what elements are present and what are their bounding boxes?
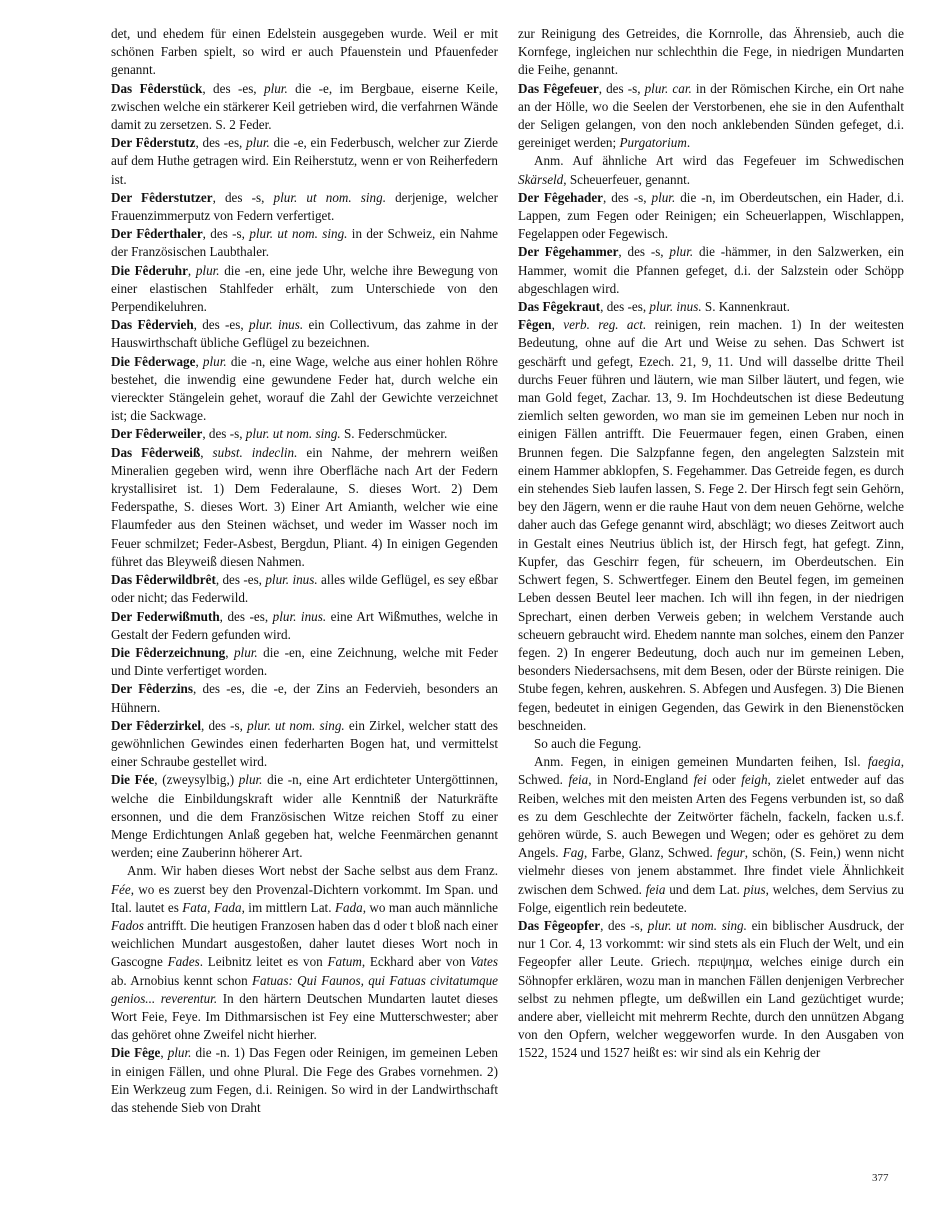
- italic-text: Fatuas: Qui Faunos, qui Fatuas civitatumque genios... reverentur.: [111, 972, 499, 1006]
- entry-text: Anm. Wir haben dieses Wort nebst der Sache selbst aus dem Franz.: [127, 863, 498, 879]
- italic-text: Fée: [111, 881, 131, 897]
- italic-text: plur. inus.: [248, 317, 304, 333]
- entry-text: derjenige, welcher Frauenzimmerputz von Federn verfertiget.: [111, 189, 498, 224]
- entry-text: Anm. Fegen, in einigen gemeinen Mundarten feihen, Isl.: [534, 754, 868, 770]
- italic-text: feia: [645, 881, 666, 897]
- headword: Der Fêgehader: [518, 189, 604, 205]
- italic-text: Skärseld: [518, 171, 564, 187]
- italic-text: plur. inus.: [272, 608, 327, 624]
- entry-text: . Leibnitz leitet es von: [199, 954, 328, 970]
- headword: Das Fêderwildbrêt: [111, 572, 216, 588]
- entry-text: zur Reinigung des Getreides, die Kornrolle, das Ährensieb, auch die Kornfege, ingleichen nur schlechthin die Fege, in niedrigen Mundarten die Feihe, genannt.: [518, 26, 904, 78]
- entry-text: in der Römischen Kirche, ein Ort nahe an der Hölle, wo die Seelen der Verstorbenen, ehe sie in den Aufenthalt der Seligen gelangen, von den noch anklebenden Sünden gefeget, d.i. gereiniget werden;: [518, 80, 904, 151]
- entry-text: oder: [706, 772, 742, 788]
- italic-text: plur. car.: [644, 80, 692, 96]
- entry-text: , schön, (S. Fein,) wenn nicht vielmehr dieses von jenem abstammet. Ihre findet viele Ähnlichkeit zwischen dem Schwed.: [518, 845, 904, 897]
- dictionary-entry: [518, 735, 904, 753]
- entry-text: , Scheuerfeuer, genannt.: [563, 171, 691, 187]
- headword: Der Fêderzirkel: [111, 717, 202, 733]
- italic-text: fei: [693, 772, 707, 788]
- entry-text: , (zweysylbig,): [154, 772, 239, 788]
- dictionary-entry: [111, 1044, 498, 1117]
- entry-text: , des -s,: [598, 80, 645, 96]
- italic-text: plur.: [202, 353, 227, 369]
- entry-text: det, und ehedem für einen Edelstein ausgegeben wurde. Weil er mit schönen Farben spielt, so wird er auch Pfauenstein und Pfauenfeder genannt.: [111, 26, 498, 78]
- entry-text: ein biblischer Ausdruck, der nur 1 Cor. 4, 13 vorkommt: wir sind stets als ein Fluch der Welt, und ein Fegeopfer aller Leute. Griech. περιψημα, welches einige durch ein Söhnopfer erklären, wozu man in manchen Fällen denjenigen Verbrecher selbst zu nehmen pflegte, um deßwillen ein Land gezüchtiget wurde; andere aber, vielleicht mit mehrerm Rechte, durch den unnützen Abgang von den Opfern, welcher weggeworfen wurde. In den Ausgaben von 1522, 1524 und 1527 heißt es: wir sind als ein Kehrig der: [518, 917, 905, 1061]
- entry-text: und dem Lat.: [665, 881, 744, 897]
- entry-text: , in Nord-England: [588, 772, 694, 788]
- italic-text: plur. inus.: [649, 299, 702, 315]
- italic-text: plur.: [238, 772, 263, 788]
- entry-text: , des -s,: [212, 189, 274, 205]
- entry-text: die -en, eine jede Uhr, welche ihre Bewegung von einer elastischen Stahlfeder erhält, zum Unterschiede von den Perpendikeluhren.: [111, 262, 498, 315]
- italic-text: plur.: [233, 644, 258, 660]
- entry-text: , des -es,: [600, 299, 650, 315]
- italic-text: plur. inus.: [265, 572, 318, 588]
- entry-text: , welches, dem Servius zu Folge, eigentlich rein bedeutete.: [518, 881, 904, 915]
- italic-text: faegia: [867, 754, 901, 770]
- entry-text: , des -s,: [603, 189, 652, 205]
- page-number: 377: [872, 1172, 889, 1184]
- entry-text: , des -es, die -e, der Zins an Federvieh, besonders an Hühnern.: [111, 681, 498, 715]
- entry-text: die -en, eine Zeichnung, welche mit Feder und Dinte verfertiget worden.: [111, 644, 498, 679]
- italic-text: Purgatorium: [619, 135, 687, 151]
- dictionary-entry: [111, 771, 498, 862]
- entry-text: ,: [225, 644, 234, 660]
- entry-text: alles wilde Geflügel, es sey eßbar oder nicht; das Federwild.: [111, 572, 499, 606]
- entry-text: ,: [195, 353, 203, 369]
- entry-text: , des -es,: [195, 135, 247, 151]
- entry-text: , des -s,: [201, 717, 248, 733]
- italic-text: Fades: [167, 954, 200, 970]
- italic-text: plur. ut nom. sing.: [245, 426, 341, 442]
- entry-text: S. Kannenkraut.: [701, 299, 790, 315]
- italic-text: pius: [743, 881, 766, 897]
- headword: Die Fêge: [111, 1045, 161, 1061]
- italic-text: plur.: [669, 244, 694, 260]
- entry-text: , Eckhard aber von: [361, 954, 471, 970]
- entry-text: , des -es,: [215, 572, 266, 588]
- italic-text: feia: [568, 772, 589, 788]
- dictionary-entry: [111, 717, 498, 772]
- entry-text: die -e, im Bergbaue, eiserne Keile, zwischen welche ein stärkerer Keil getrieben wird, die verfahrnen Wände damit zu zersetzen. S. 2 Feder.: [111, 80, 498, 133]
- dictionary-entry: [518, 316, 904, 735]
- headword: Die Fêderzeichnung: [111, 644, 226, 660]
- italic-text: Fada: [334, 899, 363, 915]
- dictionary-entry: [111, 571, 498, 607]
- entry-text: , wo es zuerst bey den Provenzal-Dichtern vorkommt. Im Span. und Ital. lautet es: [111, 881, 498, 915]
- entry-text: die -n, eine Art erdichteter Untergöttinnen, welche die Einbildungskraft wider alle Kenntniß der Naturkräfte ersonnen, und die dem Französischen Witze reichen Stoff zu einer Menge Erdichtungen Anlaß gegeben hat, welche Feenmärchen genannt werden; eine Zauberinn höherer Art.: [111, 772, 498, 861]
- entry-text: ein Zirkel, welcher statt des gewöhnlichen Gewindes einen federharten Bogen hat, und vermittelst einer Schraube gestellet wird.: [111, 717, 498, 770]
- right-column: [518, 25, 904, 1063]
- headword: Die Fêderwage: [111, 353, 196, 369]
- italic-text: plur.: [246, 135, 270, 151]
- entry-text: reinigen, rein machen. 1) In der weitesten Bedeutung, ohne auf die Art und Weise zu sehen. Das Schwert ist geschärft und gefegt, Ezech. 21, 9, 11. Und will dasselbe dritte Theil durchs Feuer führen und läutern, wie man Silber läutert, und fegen, wie man Gold feget, Zachar. 13, 9. Im Hochdeutschen ist diese Bedeutung ziemlich selten geworden, wo man sie im gemeinen Leben nur noch in einigen Fällen antrifft. Die Feuermauer fegen, einen Graben, einen Brunnen fegen. Die Salzpfanne fegen, den angelegten Salzstein mit einem Hammer abklopfen, S. Fegehammer. Das Getreide fegen, es durch ein stehendes Sieb laufen lassen, S. Fege 2. Der Hirsch fegt sein Gehörn, bey den Jägern, wenn er die rauhe Haut von dem neuen Gehörne, welche daher auch das Gefege genannt wird, abschlägt; wo dieses Zeitwort auch in Gestalt eines Neutrius üblich ist, der Hirsch fegt, hat gefegt. Zinn, Kupfer, das Geschirr fegen, für scheuern, im Oberdeutschen. Ein Schwert fegen, S. Schwertfeger. Einem den Beutel fegen, im gemeinen Leben dessen Beutel leer machen. Ich will ihn fegen, in der niedrigen Sprechart, einen derben Verweis geben; in welchem Verstande auch scheuern gebraucht wird. Ehedem nannte man solches, einem den Panzer fegen. 2) In engerer Bedeutung, doch auch nur im gemeinen Leben, besonders Niedersachsens, mit dem Besen, oder der Bürste reinigen. Die Stube fegen, kehren, auskehren. S. Abfegen und Ausfegen. 3) Die Bienen fegen, bedeutet in einigen Gegenden, das Gewirk in den Bienenstöcken beschneiden.: [518, 317, 904, 733]
- dictionary-entry: [518, 753, 904, 917]
- dictionary-entry: [518, 189, 904, 244]
- headword: Das Fêgekraut: [518, 299, 601, 315]
- headword: Der Fêderzins: [111, 681, 193, 697]
- italic-text: Fatum: [327, 954, 362, 970]
- dictionary-entry: [111, 316, 498, 352]
- headword: Der Fêderstutzer: [111, 189, 213, 205]
- dictionary-entry: [111, 353, 498, 426]
- italic-text: plur. ut nom. sing.: [247, 717, 345, 733]
- headword: Das Fêdervieh: [111, 317, 194, 333]
- left-column: [111, 25, 498, 1117]
- dictionary-entry: [518, 80, 904, 153]
- dictionary-entry: [111, 644, 498, 680]
- entry-text: in der Schweiz, ein Nahme der Französischen Laubthaler.: [111, 226, 498, 260]
- entry-text: So auch die Fegung.: [534, 735, 642, 751]
- entry-text: die -n, eine Wage, welche aus einer hohlen Röhre bestehet, die inwendig eine gewundene Feder hat, durch welche ein viereckter Stängelein gehet, worauf die Zahl der Gewichte verzeichnet ist; die Sackwage.: [111, 353, 498, 424]
- entry-text: ein Nahme, der mehrern weißen Mineralien gegeben wird, wenn ihre Oberfläche nach Art der Federn krystallisiret ist. 1) Dem Federalaune, S. dieses Wort. 2) Dem Federspathe, S. dieses Wort. 3) Einer Art Amianth, welcher wie eine Flaumfeder aus den Steinen wächset, und weder im Wasser noch im Feuer schmilzet; Feder-Asbest, Bergdun, Pliant. 4) In einigen Gegenden führet das Bleyweiß diesen Nahmen.: [111, 444, 499, 569]
- headword: Die Fée: [111, 772, 155, 788]
- dictionary-entry: [518, 298, 904, 316]
- entry-text: , Schwed.: [518, 754, 904, 788]
- italic-text: plur.: [167, 1045, 192, 1061]
- headword: Fêgen: [518, 317, 552, 333]
- entry-text: ab. Arnobius kennt schon: [111, 972, 252, 988]
- entry-text: .: [686, 135, 691, 151]
- italic-text: plur. ut nom. sing.: [249, 226, 348, 242]
- headword: Das Fêgefeuer: [518, 80, 599, 96]
- entry-text: , des -s,: [202, 226, 250, 242]
- entry-text: die -e, ein Federbusch, welcher zur Zierde auf dem Huthe getragen wird. Ein Reiherstutz, wenn er von Reiherfedern ist.: [111, 135, 498, 187]
- entry-text: die -hämmer, in den Salzwerken, ein Hammer, womit die Pfannen gefeget, d.i. der Salzstein oder Schöpp abgeschlagen wird.: [518, 244, 905, 296]
- dictionary-entry: [111, 680, 498, 716]
- italic-text: verb. reg. act.: [563, 317, 647, 333]
- italic-text: Fata, Fada: [182, 899, 242, 915]
- italic-text: Fag: [562, 845, 584, 861]
- entry-text: S. Federschmücker.: [340, 426, 448, 442]
- headword: Die Fêderuhr: [111, 262, 188, 278]
- entry-text: die -n, im Oberdeutschen, ein Hader, d.i. Lappen, zum Fegen oder Reinigen; ein Scheuerlappen, Wischlappen, Fegelappen oder Fegewisch.: [518, 189, 904, 242]
- entry-text: , des -es,: [202, 80, 265, 96]
- dictionary-entry: [111, 225, 498, 261]
- italic-text: fegur: [717, 845, 745, 861]
- entry-text: die -n. 1) Das Fegen oder Reinigen, im gemeinen Leben in einigen Fällen, und ohne Plural. Die Fege des Grabes vornehmen. 2) Ein Werkzeug zum Fegen, d.i. Reinigen. So wird in der Landwirthschaft das stehende Sieb von Draht: [111, 1045, 498, 1115]
- entry-text: , zielet entweder auf das Reiben, welches mit den meisten Arten des Fegens verbunden ist, so daß es zu dem Geschlechte der Zeitwörter fächeln, fackeln, facken u.s.f. gehören würde, S. auch Bewegen und Wegen; oder es gehöret zu dem Angels.: [518, 772, 904, 861]
- dictionary-entry: [111, 425, 498, 443]
- italic-text: subst. indeclin.: [212, 444, 298, 460]
- headword: Der Fêderweiler: [111, 426, 203, 442]
- dictionary-entry: [111, 862, 498, 1044]
- dictionary-entry: [111, 80, 498, 135]
- entry-text: , des -s,: [600, 917, 648, 933]
- headword: Das Fêgeopfer: [518, 917, 601, 933]
- entry-text: , des -es,: [219, 608, 273, 624]
- italic-text: plur. ut nom. sing.: [273, 189, 386, 205]
- italic-text: Fados: [111, 917, 144, 933]
- entry-text: In den härtern Deutschen Mundarten lautet dieses Wort Feie, Feye. Im Dithmarsischen ist Fey eine Mutterschwester; aber das gehöret ohne Zweifel nicht hierher.: [111, 990, 499, 1043]
- italic-text: plur.: [651, 189, 676, 205]
- entry-text: ,: [551, 317, 564, 333]
- headword: Das Fêderweiß: [111, 444, 201, 460]
- headword: Das Fêderstück: [111, 80, 203, 96]
- italic-text: feigh: [741, 772, 768, 788]
- dictionary-entry: [111, 444, 498, 571]
- dictionary-entry: [111, 25, 498, 80]
- entry-text: eine Art Wißmuthes, welche in Gestalt der Federn gefunden wird.: [111, 608, 498, 642]
- headword: Der Fêderstutz: [111, 135, 196, 151]
- italic-text: plur. ut nom. sing.: [647, 917, 747, 933]
- entry-text: , des -s,: [202, 426, 246, 442]
- entry-text: , des -s,: [618, 244, 670, 260]
- italic-text: Vates: [470, 954, 498, 970]
- entry-text: , des -es,: [193, 317, 249, 333]
- headword: Der Federwißmuth: [111, 608, 220, 624]
- entry-text: , Farbe, Glanz, Schwed.: [583, 845, 718, 861]
- entry-text: , wo man auch männliche: [362, 899, 498, 915]
- dictionary-entry: [518, 917, 904, 1063]
- dictionary-entry: [518, 152, 904, 188]
- dictionary-entry: [111, 189, 498, 225]
- entry-text: ,: [160, 1045, 168, 1061]
- entry-text: , im mittlern Lat.: [241, 899, 335, 915]
- dictionary-entry: [518, 243, 904, 298]
- italic-text: plur.: [195, 262, 220, 278]
- dictionary-entry: [111, 262, 498, 317]
- dictionary-entry: [111, 608, 498, 644]
- entry-text: Anm. Auf ähnliche Art wird das Fegefeuer im Schwedischen: [534, 153, 904, 169]
- italic-text: plur.: [264, 80, 288, 96]
- entry-text: ,: [187, 262, 196, 278]
- entry-text: ,: [200, 444, 213, 460]
- dictionary-entry: [518, 25, 904, 80]
- headword: Der Fêderthaler: [111, 226, 203, 242]
- dictionary-entry: [111, 134, 498, 189]
- entry-text: ein Collectivum, das zahme in der Hauswirthschaft übliche Geflügel zu bezeichnen.: [111, 317, 498, 351]
- entry-text: antrifft. Die heutigen Franzosen haben das d oder t bloß nach einer weichlichen Mundart ausgestoßen, daher lautet dieses Wort noch in Gascogne: [111, 917, 498, 970]
- headword: Der Fêgehammer: [518, 244, 619, 260]
